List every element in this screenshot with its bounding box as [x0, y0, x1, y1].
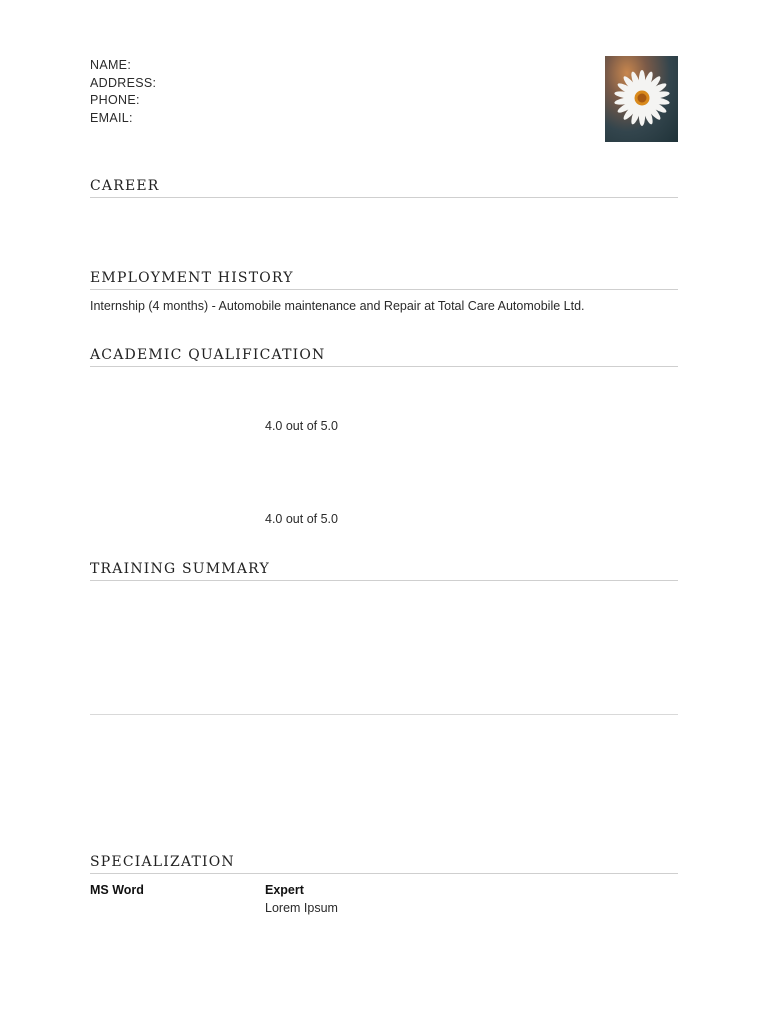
employment-history-heading: EMPLOYMENT HISTORY — [90, 270, 678, 290]
skill-name: MS Word — [90, 883, 144, 897]
section-divider — [90, 714, 678, 715]
daisy-flower-icon — [605, 56, 678, 142]
contact-info — [90, 57, 156, 127]
academic-result: 4.0 out of 5.0 — [265, 512, 338, 526]
profile-photo — [605, 56, 678, 142]
skill-description: Lorem Ipsum — [265, 901, 338, 915]
employment-entry: Internship (4 months) - Automobile maintenance and Repair at Total Care Automobile Ltd. — [90, 299, 585, 313]
name-label: NAME: — [90, 58, 132, 72]
phone-label: PHONE: — [90, 93, 140, 107]
academic-result: 4.0 out of 5.0 — [265, 419, 338, 433]
academic-qualification-heading: ACADEMIC QUALIFICATION — [90, 347, 678, 367]
skill-level: Expert — [265, 883, 304, 897]
email-label: EMAIL: — [90, 110, 133, 125]
training-summary-heading: TRAINING SUMMARY — [90, 561, 678, 581]
career-heading: CAREER — [90, 178, 678, 198]
address-label: ADDRESS: — [90, 75, 157, 90]
specialization-heading: SPECIALIZATION — [90, 854, 678, 874]
